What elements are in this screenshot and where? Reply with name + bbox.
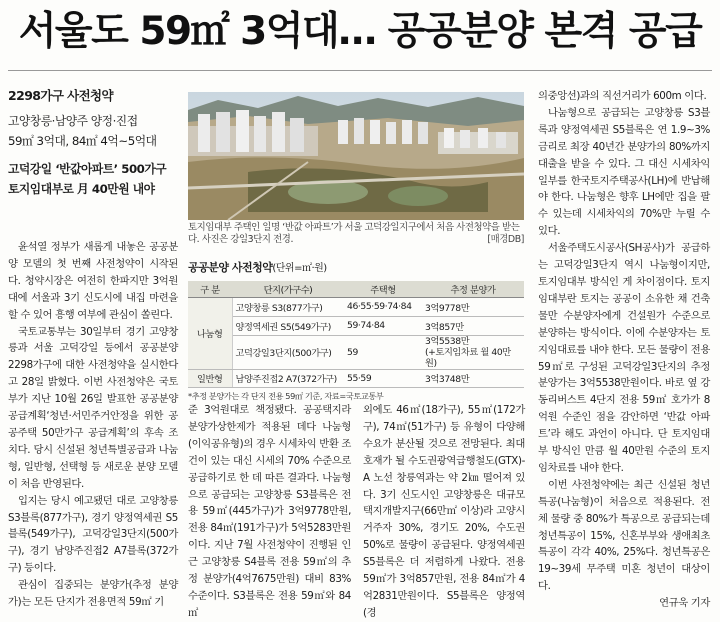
table-header-cell: 추정 분양가 <box>422 281 524 297</box>
table-row <box>188 369 524 387</box>
paragraph: 준 3억원대로 책정됐다. 공공택지라 분양가상한제가 적용된 데다 나눔형(이익공유형)의 경우 시세차익 반환 조건이 있는 대신 시세의 70% 수준으로 공급하기로 한 데 따른 결과다. 나눔형으로 공급되는 고양창릉 S3블록은 전용 59㎡(445가구)가 3억9778만원, 전용 84㎡(191가구)가 5억5283만원이다. 지난 7월 사전청약이 진행된 인근 고양창릉 S4블록 전용 59㎡의 추정 분양가(4억7675만원) 대비 83% 수준이다. S3블록은 전용 59㎡와 84㎡ <box>188 404 351 619</box>
article-body-right <box>538 88 710 612</box>
left-column <box>8 87 178 611</box>
paragraph: 관심이 집중되는 분양가(추정 분양가)는 모든 단지가 전용면적 59㎡ 기 <box>8 579 178 609</box>
table-row <box>188 316 524 335</box>
table-header-row <box>188 281 524 297</box>
table-cell-price: 3억9778만 <box>422 297 524 316</box>
paragraph: 국토교통부는 30일부터 경기 고양창릉과 서울 고덕강일 등에서 공공분양 2298가구에 대한 사전청약을 실시한다고 28일 밝혔다. 이번 사전청약은 국토부가 지난 10월 26일 발표한 공공분양공급계획‘청년·서민주거안정을 위한 공공주택 50만가구 공급계획’의 후속 조치다. 당시 신설된 청년특별공급과 나눔형, 일반형, 선택형 등 새로운 분양 모델이 처음 반영된다. <box>8 325 178 490</box>
article-body-middle-1 <box>188 402 351 622</box>
aerial-photo-image <box>188 92 524 220</box>
presale-table <box>188 260 524 402</box>
table-cell-price: 3억3748만 <box>422 369 524 387</box>
paragraph: 서울주택도시공사(SH공사)가 공급하는 고덕강일3단지 역시 나눔형이지만, 토지임대부 방식인 게 차이점이다. 토지임대부란 토지는 공공이 소유한 채 건축물만 수분양자에게 건설원가 수준으로 분양하는 방식이다. 이에 수분양자는 토지임대료를 내야 한다. 모든 물량이 전용 59㎡로 구성된 고덕강일3단지의 추정 분양가는 3억5538만원이다. 바로 옆 강동리버스트 4단지 전용 59㎡ 호가가 8억원 수준인 점을 감안하면 ‘반값 아파트’라 해도 과언이 아니다. 단 토지임대부 방식인 만큼 월 40만원 수준의 토지임차료를 내야 한다. <box>538 242 710 474</box>
table-cell-type: 55·59 <box>344 369 422 387</box>
table-unit: (단위=㎡·원) <box>272 263 327 274</box>
subheading-1: 2298가구 사전청약 <box>8 88 113 103</box>
author-byline: 연규욱 기자 <box>659 597 710 610</box>
article-body-middle-2 <box>363 402 525 622</box>
subheading-3 <box>8 159 178 199</box>
table-cell-type: 59 <box>344 335 422 369</box>
aerial-photo <box>188 92 524 220</box>
table-title <box>188 260 524 277</box>
paragraph: 나눔형으로 공급되는 고양창릉 S3블록과 양정역세권 S5블록은 연 1.9~3% 금리로 최장 40년간 분양가의 80%까지 대출을 받을 수 있다. 그 대신 시세차익 일부를 한국토지주택공사(LH)에 반납해야 한다. 나눔형은 향후 LH에만 집을 팔 수 있는데 시세차익의 70%만 누릴 수 있다. <box>538 106 710 238</box>
table-grid <box>188 281 524 388</box>
subheading-2 <box>8 111 178 151</box>
subheading-2-line: 고양창릉·남양주 양정·진접 <box>8 114 138 128</box>
subheading-3-line: 고덕강일 ‘반값아파트’ 500가구 <box>8 162 167 176</box>
subheading-2-line: 59㎡ 3억대, 84㎡ 4억~5억대 <box>8 134 157 148</box>
paragraph: 외에도 46㎡(18가구), 55㎡(172가구), 74㎡(51가구) 등 유형이 다양해 수요가 분산될 것으로 전망된다. 최대 호재가 될 수도권광역급행철도(GTX)-A 노선 창릉역과는 약 2㎞ 떨어져 있다. 3기 신도시인 고양창릉은 대규모 택지개발지구(66만㎡ 이상)라 고양시 거주자 30%, 경기도 20%, 수도권 50%로 물량이 공급된다. 양정역세권 S5블록은 더 저렴하게 나왔다. 전용 59㎡가 3억857만원, 전용 84㎡가 4억2831만원이다. S5블록은 양정역(경 <box>363 404 525 619</box>
table-header-cell: 구 분 <box>188 281 232 297</box>
table-row <box>188 297 524 316</box>
photo-credit: [매경DB] <box>487 234 524 245</box>
table-cell-name: 고덕강일3단지(500가구) <box>232 335 344 369</box>
table-cell-name: 고양창릉 S3(877가구) <box>232 297 344 316</box>
table-cell-type: 59·74·84 <box>344 316 422 335</box>
table-row <box>188 335 524 369</box>
table-header-cell: 주택형 <box>344 281 422 297</box>
table-cell-category: 일반형 <box>188 369 232 387</box>
article-body-left <box>8 239 178 611</box>
caption-text: 토지임대부 주택인 일명 ‘반값 아파트’가 서울 고덕강일지구에서 처음 사전청약을 받는다. 사진은 강일3단지 전경. <box>188 222 520 245</box>
table-note: *추정 분양가는 각 단지 전용 59㎡ 기준, 자료=국토교통부 <box>188 390 384 401</box>
table-cell-type: 46·55·59·74·84 <box>344 297 422 316</box>
subheading-3-line: 토지임대부로 月 40만원 내야 <box>8 182 155 196</box>
paragraph: 윤석열 정부가 새롭게 내놓은 공공분양 모델의 첫 번째 사전청약이 시작된다. 청약시장은 여전히 한파지만 3억원대에 서울과 3기 신도시에 내집 마련을 할 수 있어 흥행 여부에 관심이 쏠린다. <box>8 241 178 321</box>
table-title-text: 공공분양 사전청약 <box>188 261 273 274</box>
table-cell-name: 남양주진접2 A7(372가구) <box>232 369 344 387</box>
paragraph: 이번 사전청약에는 최근 신설된 청년특공(나눔형)이 처음으로 적용된다. 전체 물량 중 80%가 특공으로 공급되는데 청년특공이 15%, 신혼부부와 생애최초 특공이 각각 40%, 25%다. 청년특공은 19~39세 무주택 미혼 청년이 대상이다. <box>538 478 710 593</box>
paragraph: 의중앙선)과의 직선거리가 600m 이다. <box>538 90 707 102</box>
headline: 서울도 59㎡ 3억대… 공공분양 본격 공급 <box>18 9 702 54</box>
headline-rule <box>8 70 712 71</box>
paragraph: 입지는 당시 예고됐던 대로 고양창릉 S3블록(877가구), 경기 양정역세권 S5블록(549가구), 고덕강일3단지(500가구), 경기 남양주진접2 A7블록(372가구) 등이다. <box>8 494 178 575</box>
table-cell-name: 양정역세권 S5(549가구) <box>232 316 344 335</box>
table-cell-price: 3억5538만 (+토지임차료 월 40만원) <box>422 335 524 369</box>
table-header-cell: 단지(가구수) <box>232 281 344 297</box>
table-cell-category: 나눔형 <box>188 297 232 369</box>
photo-caption <box>188 222 524 246</box>
table-cell-price: 3억857만 <box>422 316 524 335</box>
